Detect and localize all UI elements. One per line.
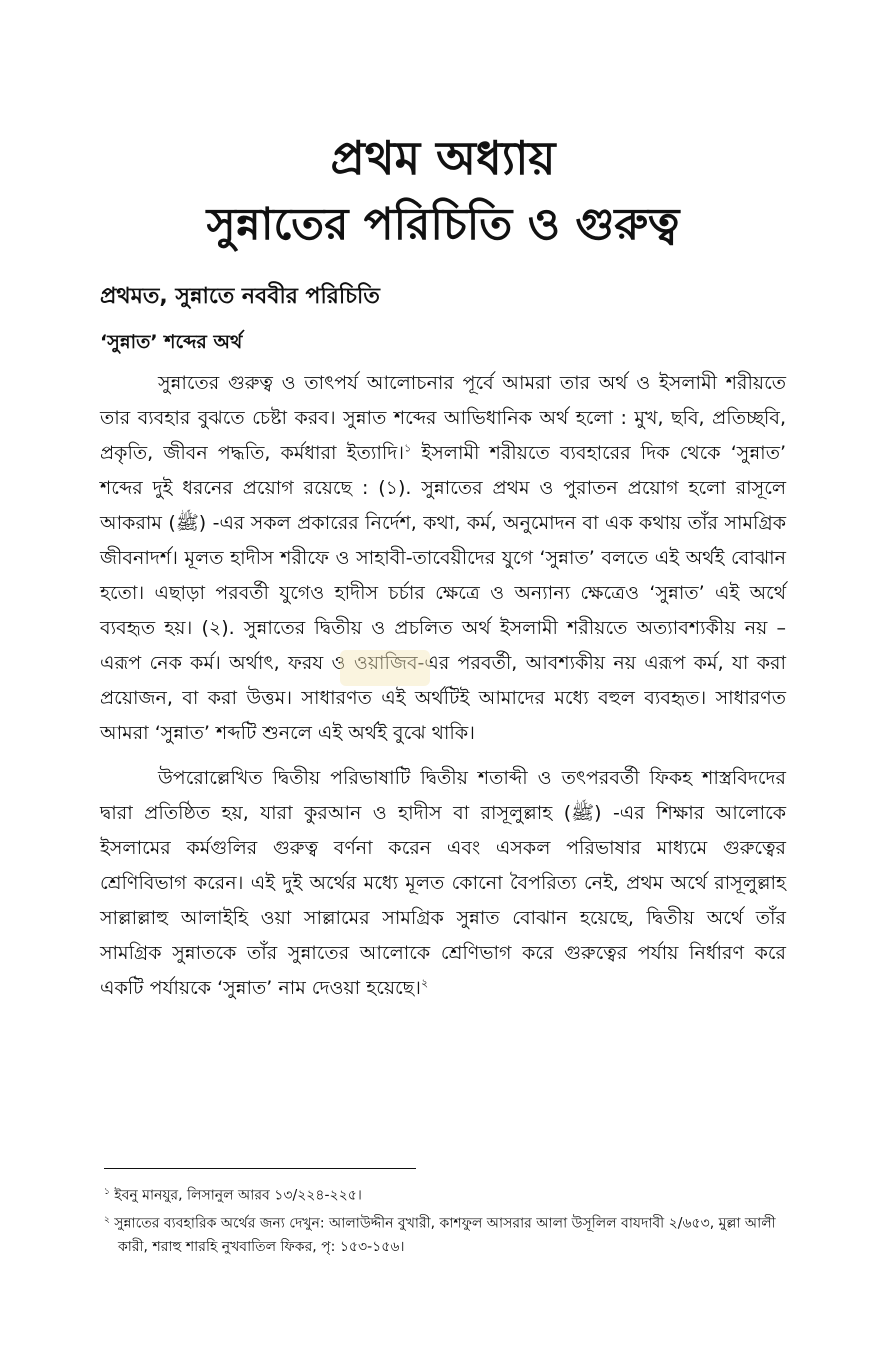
paragraph-2 bbox=[100, 761, 786, 1006]
chapter-title: প্রথম অধ্যায় bbox=[330, 131, 556, 185]
footnote-text-2: সুন্নাতের ব্যবহারিক অর্থের জন্য দেখুন: আলাউদ্দীন বুখারী, কাশফুল আসরার আলা উসূলিল বাযদাবী ২/৬৫৩, মুল্লা আলী কারী, শরাহু শারহি নুখবাতিল ফিকর, পৃ: ১৫৩-১৫৬। bbox=[109, 1215, 776, 1256]
paragraph-2-text: উপরোল্লেখিত দ্বিতীয় পরিভাষাটি দ্বিতীয় শতাব্দী ও তৎপরবর্তী ফিকহ শাস্ত্রবিদদের দ্বারা প্রতিষ্ঠিত হয়, যারা কুরআন ও হাদীস বা রাসূলুল্লাহ (ﷺ) -এর শিক্ষার আলোকে ইসলামের কর্মগুলির গুরুত্ব বর্ণনা করেন এবং এসকল পরিভাষার মাধ্যমে গুরুত্বের শ্রেণিবিভাগ করেন। এই দুই অর্থের মধ্যে মূলত কোনো বৈপরিত্য নেই, প্রথম অর্থে রাসূলুল্লাহ সাল্লাল্লাহু আলাইহি ওয়া সাল্লামের সামগ্রিক সুন্নাত বোঝান হয়েছে, দ্বিতীয় অর্থে তাঁর সামগ্রিক সুন্নাতকে তাঁর সুন্নাতের আলোকে শ্রেণিভাগ করে গুরুত্বের পর্যায় নির্ধারণ করে একটি পর্যায়কে ‘সুন্নাত’ নাম দেওয়া হয়েছে। bbox=[100, 767, 786, 999]
footnote-mark-1: ১ bbox=[104, 1187, 110, 1197]
chapter-subtitle: সুন্নাতের পরিচিতি ও গুরুত্ব bbox=[206, 199, 680, 250]
watermark-logo bbox=[340, 650, 430, 686]
sub-heading: ‘সুন্নাত’ শব্দের অর্থ bbox=[100, 331, 243, 353]
footnote-divider bbox=[104, 1168, 416, 1169]
footnote-2 bbox=[104, 1208, 784, 1260]
footnotes bbox=[104, 1180, 784, 1259]
footnote-text-1: ইবনু মানযুর, লিসানুল আরব ১৩/২২৪-২২৫। bbox=[109, 1187, 362, 1204]
paragraph-1 bbox=[100, 366, 786, 751]
paragraph-1-text-a: সুন্নাতের গুরুত্ব ও তাৎপর্য আলোচনার পূর্বে আমরা তার অর্থ ও ইসলামী শরীয়তে তার ব্যবহার বুঝতে চেষ্টা করব। সুন্নাত শব্দের আভিধানিক অর্থ হলো : মুখ, ছবি, প্রতিচ্ছবি, প্রকৃতি, জীবন পদ্ধতি, কর্মধারা ইত্যাদি। bbox=[100, 372, 786, 464]
paragraph-1-text-b: ইসলামী শরীয়তে ব্যবহারের দিক থেকে ‘সুন্নাত’ শব্দের দুই ধরনের প্রয়োগ রয়েছে : (১). সুন্নাতের প্রথম ও পুরাতন প্রয়োগ হলো রাসূলে আকরাম (ﷺ) -এর সকল প্রকারের নির্দেশ, কথা, কর্ম, অনুমোদন বা এক কথায় তাঁর সামগ্রিক জীবনাদর্শ। মূলত হাদীস শরীফে ও সাহাবী-তাবেয়ীদের যুগে ‘সুন্নাত’ বলতে এই অর্থই বোঝান হতো। এছাড়া পরবর্তী যুগেও হাদীস চর্চার ক্ষেত্রে ও অন্যান্য ক্ষেত্রেও ‘সুন্নাত’ এই অর্থে ব্যবহৃত হয়। (২). সুন্নাতের দ্বিতীয় ও প্রচলিত অর্থ ইসলামী শরীয়তে অত্যাবশ্যকীয় নয় – এরূপ নেক কর্ম। অর্থাৎ, ফরয ও ওয়াজিব-এর পরবর্তী, আবশ্যকীয় নয় এরূপ কর্ম, যা করা প্রয়োজন, বা করা উত্তম। সাধারণত এই অর্থটিই আমাদের মধ্যে বহুল ব্যবহৃত। সাধারণত আমরা ‘সুন্নাত’ শব্দটি শুনলে এই অর্থই বুঝে থাকি। bbox=[100, 442, 786, 744]
footnote-ref-1: ১ bbox=[404, 441, 412, 455]
footnote-1 bbox=[104, 1180, 784, 1208]
footnote-mark-2: ২ bbox=[104, 1214, 110, 1225]
section-heading: প্রথমত, সুন্নাতে নববীর পরিচিতি bbox=[100, 284, 380, 309]
footnote-ref-2: ২ bbox=[420, 976, 429, 990]
